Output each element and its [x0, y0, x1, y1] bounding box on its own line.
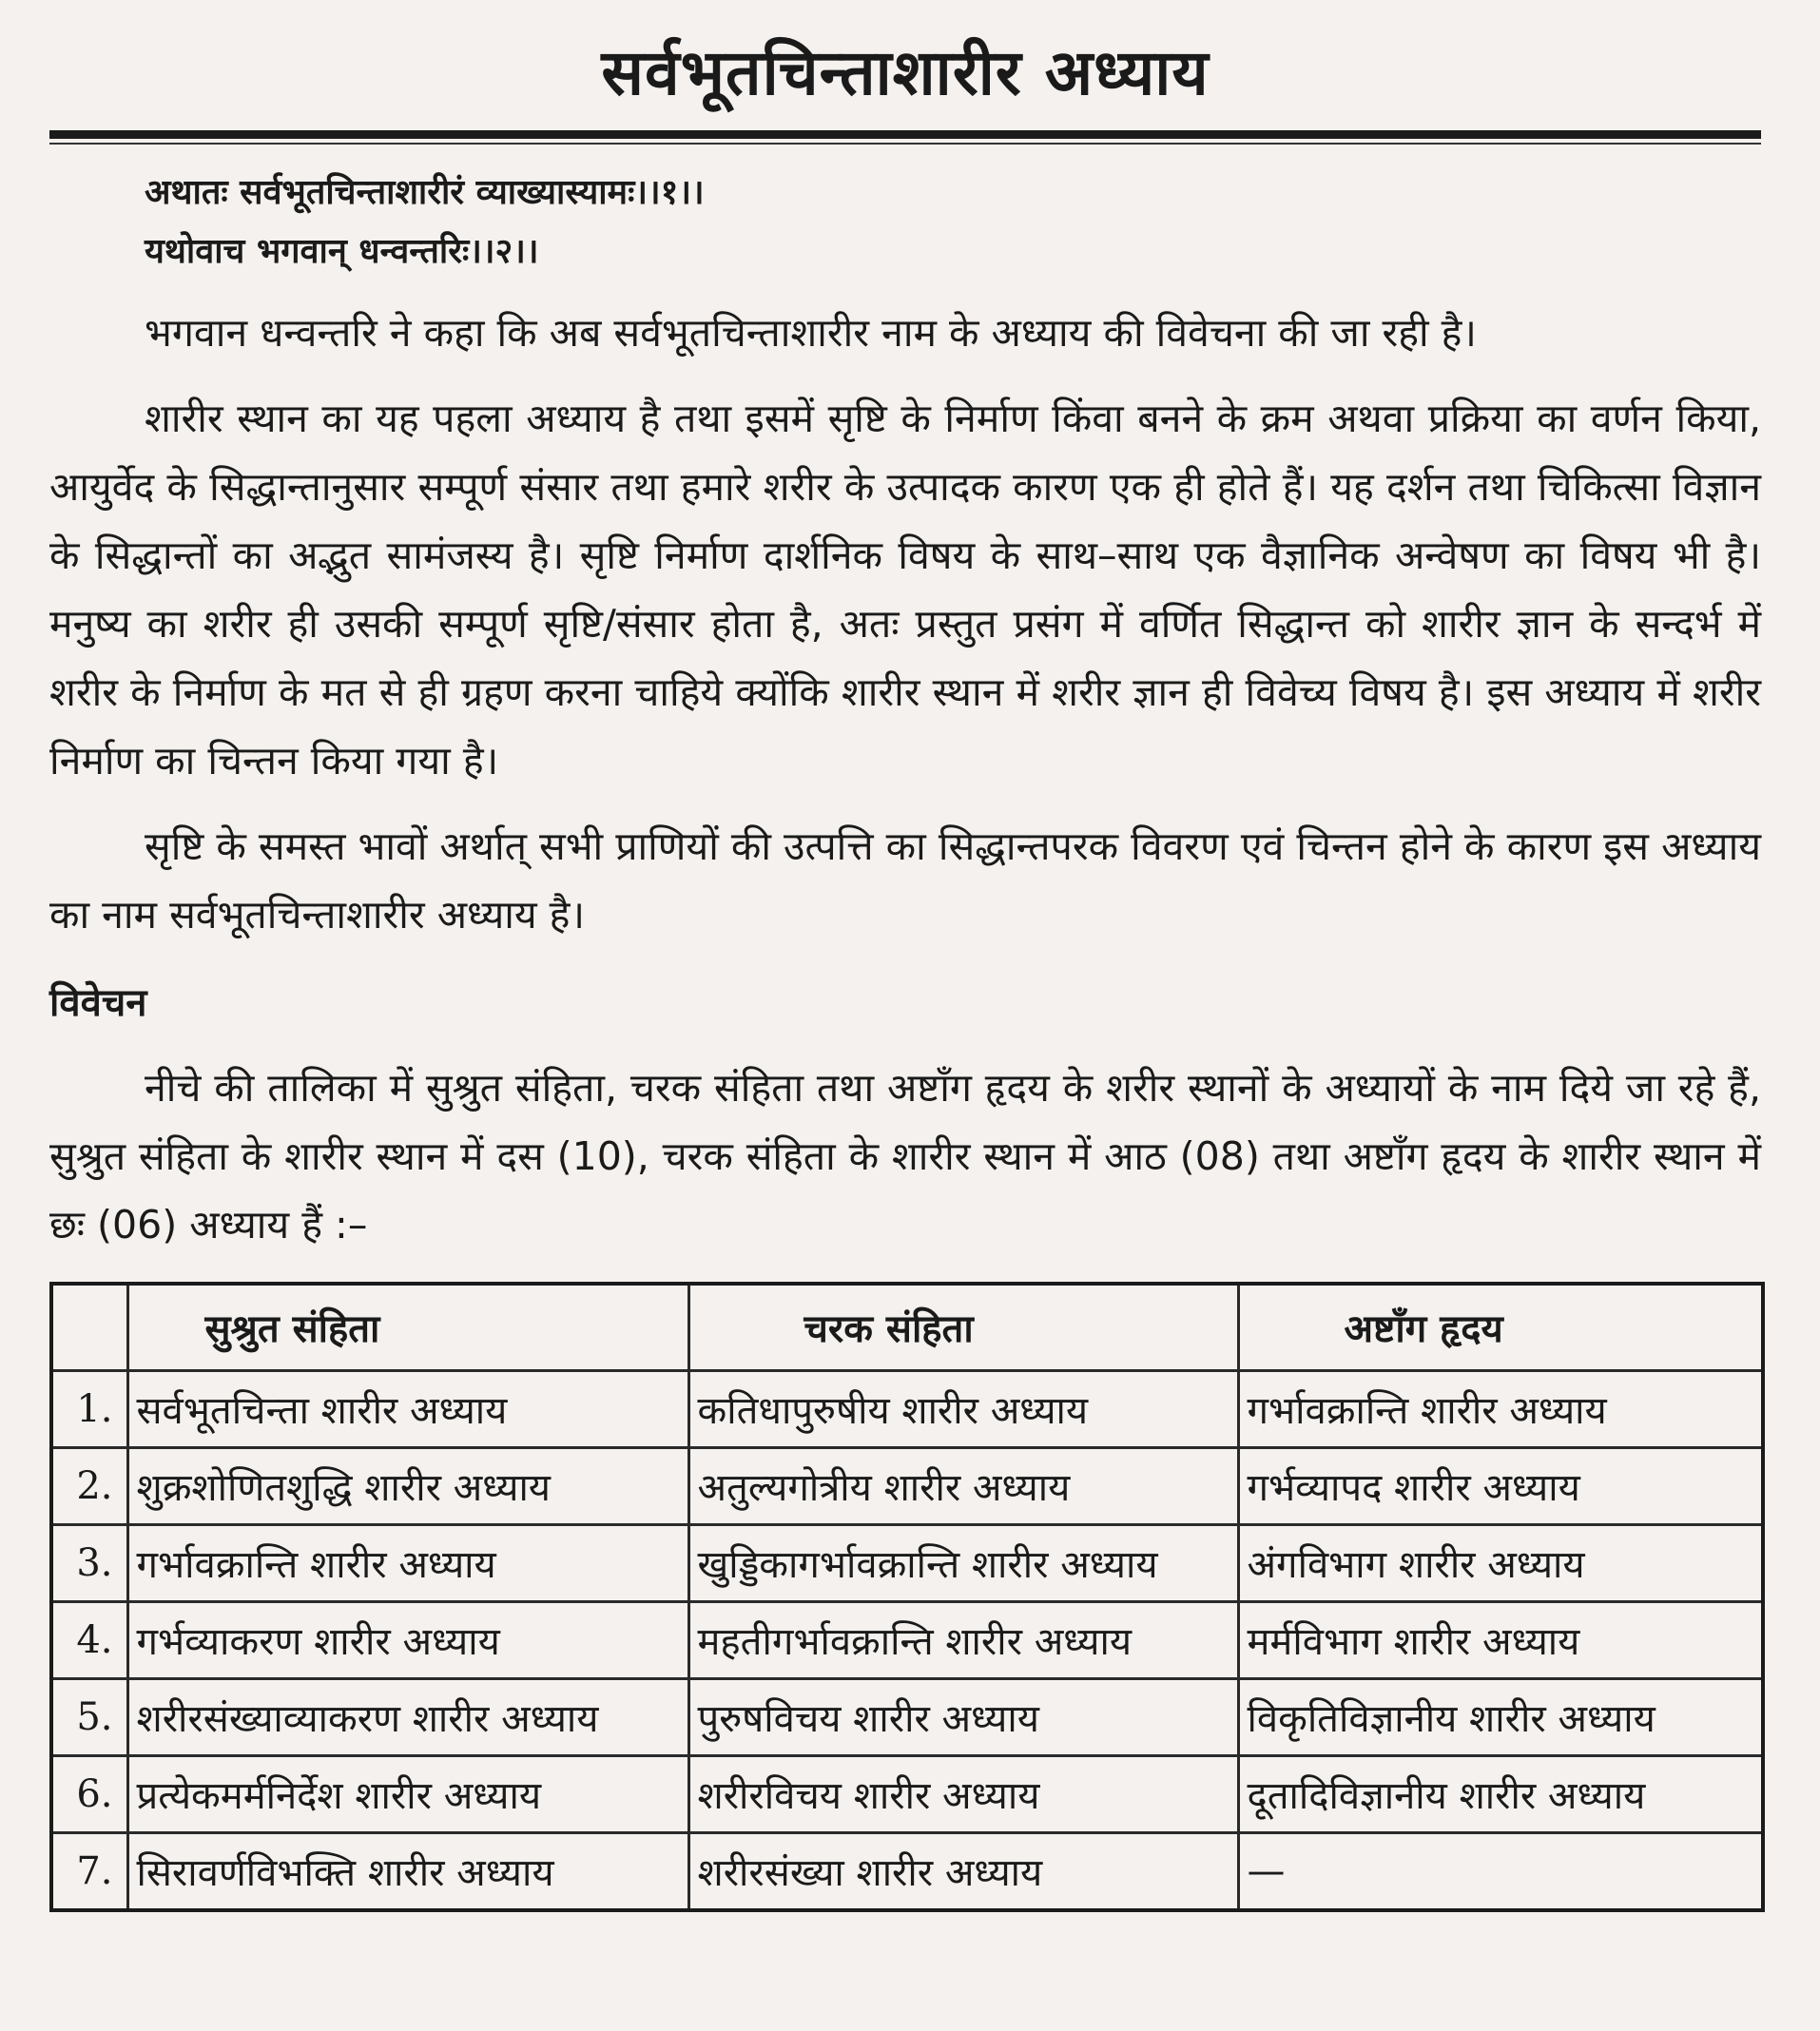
row-number: 7. — [51, 1832, 127, 1910]
table-row — [51, 1832, 1763, 1910]
sanskrit-verse-2: यथोवाच भगवान् धन्वन्तरिः।।२।। — [145, 231, 539, 271]
table-row — [51, 1678, 1763, 1755]
header-cell-ashtanga: अष्टाँग हृदय — [1238, 1284, 1763, 1371]
title-rule-thin — [49, 143, 1761, 145]
table-header-row — [51, 1284, 1763, 1371]
table-cell: अंगविभाग शारीर अध्याय — [1238, 1524, 1763, 1601]
body-paragraph: शारीर स्थान का यह पहला अध्याय है तथा इसमें सृष्टि के निर्माण किंवा बनने के क्रम अथवा प्रक्रिया का वर्णन किया, आयुर्वेद के सिद्धान्तानुसार सम्पूर्ण संसार तथा हमारे शरीर के उत्पादक कारण एक ही होते हैं। यह दर्शन तथा चिकित्सा विज्ञान के सिद्धान्तों का अद्भुत सामंजस्य है। सृष्टि निर्माण दार्शनिक विषय के साथ–साथ एक वैज्ञानिक अन्वेषण का विषय भी है। मनुष्य का शरीर ही उसकी सम्पूर्ण सृष्टि/संसार होता है, अतः प्रस्तुत प्रसंग में वर्णित सिद्धान्त को शारीर ज्ञान के सन्दर्भ में शरीर के निर्माण के मत से ही ग्रहण करना चाहिये क्योंकि शारीर स्थान में शरीर ज्ञान ही विवेच्य विषय है। इस अध्याय में शरीर निर्माण का चिन्तन किया गया है। — [49, 395, 1761, 783]
header-cell-sushruta: सुश्रुत संहिता — [127, 1284, 688, 1371]
chapter-comparison-table — [49, 1282, 1765, 1912]
table-cell: मर्मविभाग शारीर अध्याय — [1238, 1601, 1763, 1678]
table-row — [51, 1524, 1763, 1601]
table-cell: विकृतिविज्ञानीय शारीर अध्याय — [1238, 1678, 1763, 1755]
table-cell: — — [1238, 1832, 1763, 1910]
table-row — [51, 1370, 1763, 1447]
table-cell: सर्वभूतचिन्ता शारीर अध्याय — [127, 1370, 688, 1447]
table-cell: महतीगर्भावक्रान्ति शारीर अध्याय — [688, 1601, 1238, 1678]
row-number: 2. — [51, 1447, 127, 1524]
chapter-title: सर्वभूतचिन्ताशारीर अध्याय — [601, 36, 1210, 109]
table-cell: शुक्रशोणितशुद्धि शारीर अध्याय — [127, 1447, 688, 1524]
table-cell: गर्भावक्रान्ति शारीर अध्याय — [127, 1524, 688, 1601]
table-cell: प्रत्येकमर्मनिर्देश शारीर अध्याय — [127, 1755, 688, 1832]
table-row — [51, 1447, 1763, 1524]
section-heading: विवेचन — [49, 980, 147, 1025]
body-paragraph: सृष्टि के समस्त भावों अर्थात् सभी प्राणियों की उत्पत्ति का सिद्धान्तपरक विवरण एवं चिन्तन होने के कारण इस अध्याय का नाम सर्वभूतचिन्ताशारीर अध्याय है। — [49, 822, 1761, 938]
table-cell: पुरुषविचय शारीर अध्याय — [688, 1678, 1238, 1755]
sanskrit-verse-1: अथातः सर्वभूतचिन्ताशारीरं व्याख्यास्यामः।।१।। — [145, 172, 705, 212]
table-cell: खुड्डिकागर्भावक्रान्ति शारीर अध्याय — [688, 1524, 1238, 1601]
header-cell-number — [51, 1284, 127, 1371]
table-cell: कतिधापुरुषीय शारीर अध्याय — [688, 1370, 1238, 1447]
table-row — [51, 1755, 1763, 1832]
row-number: 4. — [51, 1601, 127, 1678]
row-number: 5. — [51, 1678, 127, 1755]
table-cell: शरीरसंख्या शारीर अध्याय — [688, 1832, 1238, 1910]
table-cell: सिरावर्णविभक्ति शारीर अध्याय — [127, 1832, 688, 1910]
table-cell: गर्भव्यापद शारीर अध्याय — [1238, 1447, 1763, 1524]
row-number: 6. — [51, 1755, 127, 1832]
body-paragraph: भगवान धन्वन्तरि ने कहा कि अब सर्वभूतचिन्ताशारीर नाम के अध्याय की विवेचना की जा रही है। — [145, 309, 1477, 356]
header-cell-charaka: चरक संहिता — [688, 1284, 1238, 1371]
table-cell: शरीरविचय शारीर अध्याय — [688, 1755, 1238, 1832]
section-paragraph: नीचे की तालिका में सुश्रुत संहिता, चरक संहिता तथा अष्टाँग हृदय के शरीर स्थानों के अध्यायों के नाम दिये जा रहे हैं, सुश्रुत संहिता के शारीर स्थान में दस (10), चरक संहिता के शारीर स्थान में आठ (08) तथा अष्टाँग हृदय के शारीर स्थान में छः (06) अध्याय हैं :– — [49, 1064, 1761, 1248]
table-cell: अतुल्यगोत्रीय शारीर अध्याय — [688, 1447, 1238, 1524]
title-rule-thick — [49, 130, 1761, 139]
table-cell: गर्भव्याकरण शारीर अध्याय — [127, 1601, 688, 1678]
row-number: 3. — [51, 1524, 127, 1601]
table-cell: दूतादिविज्ञानीय शारीर अध्याय — [1238, 1755, 1763, 1832]
table-row — [51, 1601, 1763, 1678]
row-number: 1. — [51, 1370, 127, 1447]
table-cell: शरीरसंख्याव्याकरण शारीर अध्याय — [127, 1678, 688, 1755]
table-cell: गर्भावक्रान्ति शारीर अध्याय — [1238, 1370, 1763, 1447]
